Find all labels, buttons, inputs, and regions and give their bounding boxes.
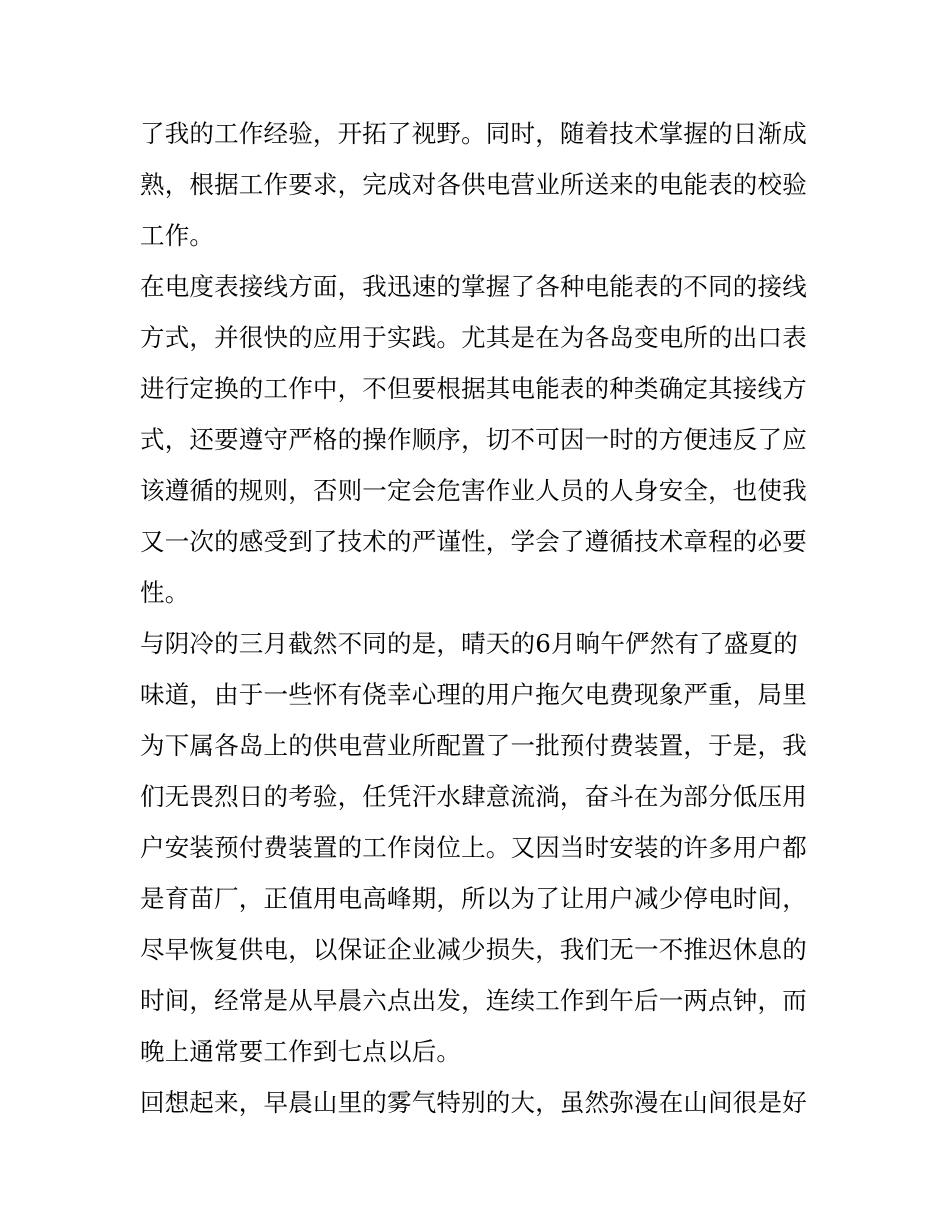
text-line: 为下属各岛上的供电营业所配置了一批预付费装置，于是，我 <box>140 731 807 760</box>
text-line: 回想起来，早晨山里的雾气特别的大，虽然弥漫在山间很是好 <box>140 1088 807 1117</box>
text-line: 时间，经常是从早晨六点出发，连续工作到午后一两点钟，而 <box>140 986 807 1015</box>
text-line: 晚上通常要工作到七点以后。 <box>140 1037 462 1066</box>
text-line: 进行定换的工作中，不但要根据其电能表的种类确定其接线方 <box>140 374 807 403</box>
text-line: 又一次的感受到了技术的严谨性，学会了遵循技术章程的必要 <box>140 527 807 556</box>
text-line: 是育苗厂，正值用电高峰期，所以为了让用户减少停电时间， <box>140 884 807 913</box>
text-line: 们无畏烈日的考验，任凭汗水肆意流淌，奋斗在为部分低压用 <box>140 782 807 811</box>
text-line: 在电度表接线方面，我迅速的掌握了各种电能表的不同的接线 <box>140 272 807 301</box>
text-line: 尽早恢复供电，以保证企业减少损失，我们无一不推迟休息的 <box>140 935 807 964</box>
body-text <box>140 108 820 1128</box>
text-line: 性。 <box>140 578 190 607</box>
text-line: 熟，根据工作要求，完成对各供电营业所送来的电能表的校验 <box>140 170 807 199</box>
text-line: 式，还要遵守严格的操作顺序，切不可因一时的方便违反了应 <box>140 425 807 454</box>
text-line: 该遵循的规则，否则一定会危害作业人员的人身安全，也使我 <box>140 476 807 505</box>
text-line: 了我的工作经验，开拓了视野。同时，随着技术掌握的日渐成 <box>140 119 807 148</box>
text-line: 工作。 <box>140 221 215 250</box>
text-line: 与阴冷的三月截然不同的是，晴天的6月晌午俨然有了盛夏的 <box>140 629 798 658</box>
text-line: 户安装预付费装置的工作岗位上。又因当时安装的许多用户都 <box>140 833 807 862</box>
text-line: 味道，由于一些怀有侥幸心理的用户拖欠电费现象严重，局里 <box>140 680 807 709</box>
text-line: 方式，并很快的应用于实践。尤其是在为各岛变电所的出口表 <box>140 323 807 352</box>
